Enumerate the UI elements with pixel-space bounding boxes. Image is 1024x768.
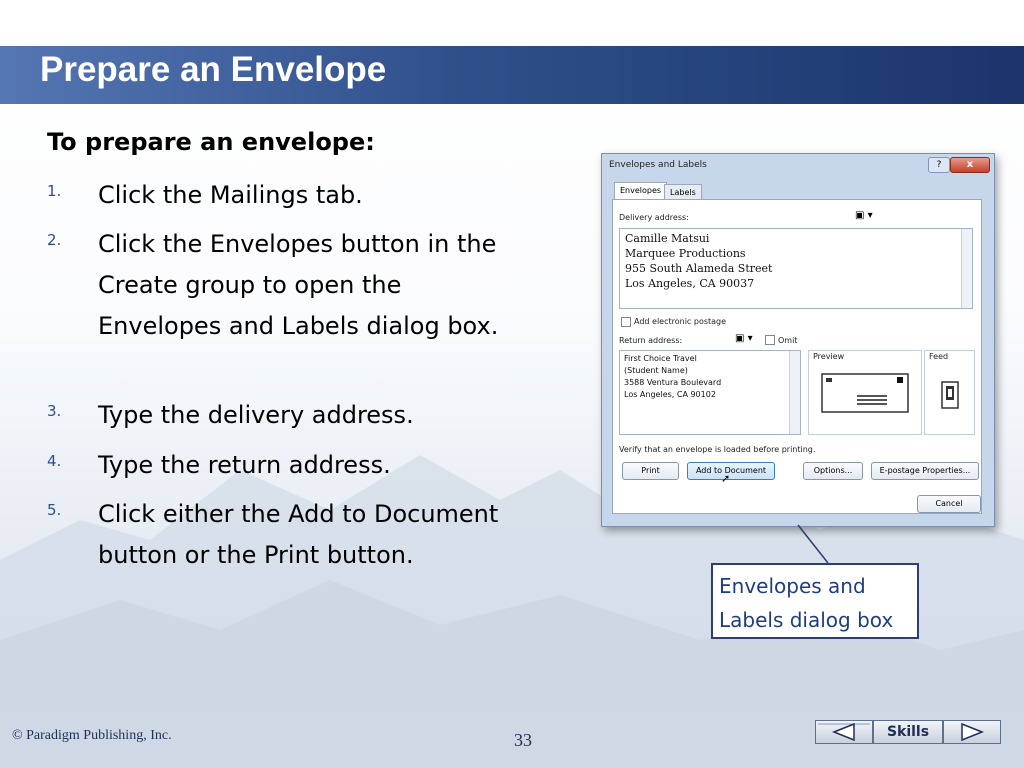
callout-pointer: [790, 523, 840, 565]
next-button[interactable]: [943, 720, 1001, 744]
previous-button[interactable]: [815, 720, 873, 744]
envelope-preview-icon: [821, 373, 909, 415]
return-address-text: First Choice Travel (Student Name) 3588 Ventura Boulevard Los Angeles, CA 90102: [624, 354, 722, 399]
step-number: 5.: [47, 501, 62, 519]
arrow-left-icon: [816, 721, 872, 743]
omit-checkbox[interactable]: [765, 335, 775, 345]
step-number: 2.: [47, 231, 62, 249]
step-text: Click the Mailings tab.: [98, 181, 363, 209]
address-book-icon[interactable]: ▣ ▾: [735, 333, 753, 344]
print-button[interactable]: Print: [622, 462, 679, 480]
feed-box[interactable]: [924, 350, 975, 435]
cancel-button[interactable]: Cancel: [917, 495, 981, 513]
arrow-right-icon: [944, 721, 1000, 743]
preview-box[interactable]: [808, 350, 922, 435]
slide-title: Prepare an Envelope: [40, 50, 387, 89]
delivery-address-text: Camille Matsui Marquee Productions 955 South Alameda Street Los Angeles, CA 90037: [625, 232, 773, 290]
envelopes-labels-dialog: [601, 153, 995, 527]
feed-label: Feed: [929, 352, 949, 361]
skills-label: Skills: [886, 724, 930, 740]
help-button[interactable]: ?: [928, 157, 950, 173]
tab-envelopes[interactable]: Envelopes: [614, 182, 667, 200]
step-number: 1.: [47, 182, 62, 200]
step-text: Click either the Add to Document button or the Print button.: [98, 500, 499, 569]
step-text: Type the delivery address.: [98, 401, 414, 429]
delivery-scrollbar[interactable]: [961, 229, 972, 308]
step-number: 4.: [47, 452, 62, 470]
mouse-pointer-icon: ➚: [721, 472, 731, 485]
omit-label: Omit: [778, 336, 798, 345]
e-postage-properties-button[interactable]: E-postage Properties...: [871, 462, 979, 480]
step-text: Click the Envelopes button in the Create group to open the Envelopes and Labels dialog box.: [98, 230, 499, 340]
dialog-title: Envelopes and Labels: [609, 160, 707, 170]
add-to-document-button[interactable]: Add to Document: [687, 462, 775, 480]
page-number: 33: [514, 730, 532, 750]
callout-text: Envelopes and Labels dialog box: [719, 574, 894, 632]
envelopes-panel: [612, 199, 982, 514]
close-button[interactable]: x: [950, 157, 990, 173]
tab-labels[interactable]: Labels: [664, 184, 702, 200]
return-address-field[interactable]: [619, 350, 801, 435]
feed-icon: [941, 381, 959, 409]
delivery-address-label: Delivery address:: [619, 213, 689, 222]
delivery-address-field[interactable]: [619, 228, 973, 309]
return-address-label: Return address:: [619, 336, 683, 345]
steps-heading: To prepare an envelope:: [47, 128, 375, 156]
electronic-postage-label: Add electronic postage: [634, 317, 727, 326]
skills-button[interactable]: [873, 720, 943, 744]
return-scrollbar[interactable]: [789, 351, 800, 434]
verify-note: Verify that an envelope is loaded before printing.: [619, 445, 816, 454]
address-book-icon[interactable]: ▣ ▾: [855, 210, 873, 221]
electronic-postage-checkbox[interactable]: [621, 317, 631, 327]
options-button[interactable]: Options...: [803, 462, 863, 480]
step-number: 3.: [47, 402, 62, 420]
step-text: Type the return address.: [98, 451, 391, 479]
copyright: © Paradigm Publishing, Inc.: [12, 728, 172, 743]
preview-label: Preview: [813, 352, 845, 361]
callout-box: [711, 563, 919, 639]
